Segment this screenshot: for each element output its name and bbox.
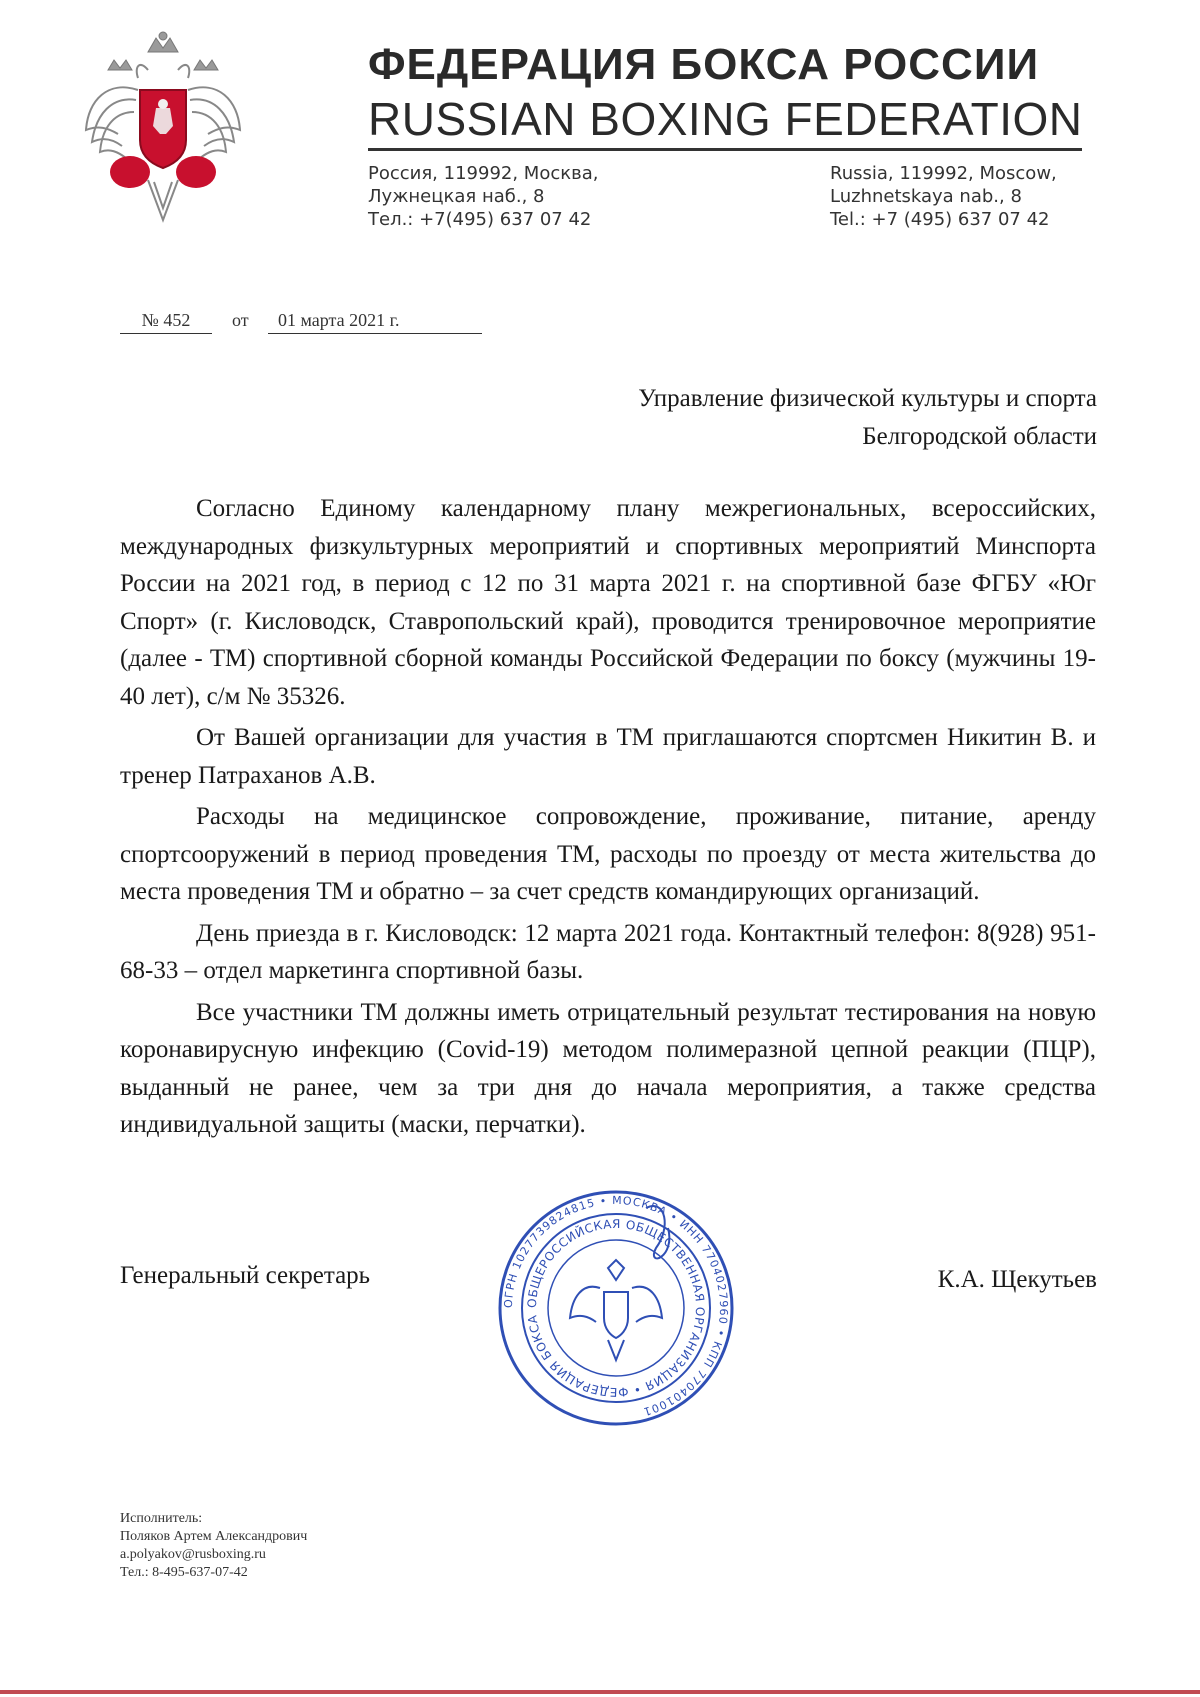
federation-emblem — [78, 30, 248, 230]
body-paragraph: Согласно Единому календарному плану межрегиональных, всероссийских, международных физкультурных мероприятий и спортивных мероприятий Минспорта России на 2021 год, в период с 12 по 31 марта 2021 г. на спортивной базе ФГБУ «Юг Спорт» (г. Кисловодск, Ставропольский край), проводится тренировочное мероприятие (далее - ТМ) спортивной сборной команды Российской Федерации по боксу (мужчины 19-40 лет), с/м № 35326. — [120, 495, 1096, 710]
body-paragraph: Расходы на медицинское сопровождение, проживание, питание, аренду спортсооружений в период проведения ТМ, расходы по проезду от места жительства до места проведения ТМ и обратно – за счет средств командирующих организаций. — [120, 803, 1096, 905]
address-en-line: Russia, 119992, Moscow, — [830, 163, 1057, 184]
addressee-line: Управление физической культуры и спорта — [638, 385, 1097, 412]
executor-block — [120, 1510, 307, 1582]
address-ru-line: Лужнецкая наб., 8 — [368, 186, 545, 207]
organization-name-ru: ФЕДЕРАЦИЯ БОКСА РОССИИ — [368, 40, 1040, 89]
address-ru-line: Тел.: +7(495) 637 07 42 — [368, 209, 592, 230]
date-from-label: от — [232, 310, 249, 330]
signatory-title: Генеральный секретарь — [120, 1262, 371, 1289]
address-en — [830, 162, 1057, 231]
addressee — [638, 380, 1097, 456]
executor-email: a.polyakov@rusboxing.ru — [120, 1547, 266, 1562]
address-en-line: Tel.: +7 (495) 637 07 42 — [830, 209, 1050, 230]
address-en-line: Luzhnetskaya nab., 8 — [830, 186, 1022, 207]
executor-name: Поляков Артем Александрович — [120, 1529, 308, 1544]
header-divider — [368, 148, 1082, 151]
address-ru-line: Россия, 119992, Москва, — [368, 163, 599, 184]
executor-phone: Тел.: 8-495-637-07-42 — [120, 1565, 248, 1580]
body-paragraph: День приезда в г. Кисловодск: 12 марта 2021 года. Контактный телефон: 8(928) 951-68-33 – отдел маркетинга спортивной базы. — [120, 919, 1096, 984]
body-paragraph: От Вашей организации для участия в ТМ приглашаются спортсмен Никитин В. и тренер Патраханов А.В. — [120, 724, 1096, 789]
address-ru — [368, 162, 598, 231]
addressee-line: Белгородской области — [862, 423, 1097, 450]
svg-text:ОГРН 1027739824815 • МОСКВА •: ОГРН 1027739824815 • МОСКВА • ИНН 7704027960 • КПП 770401001 — [501, 1193, 731, 1419]
letter-body — [120, 490, 1096, 1144]
executor-label: Исполнитель: — [120, 1511, 203, 1526]
official-seal — [496, 1188, 736, 1428]
signatory-name: К.А. Щекутьев — [937, 1266, 1097, 1293]
letter-number: № 452 — [120, 310, 212, 334]
letter-date: 01 марта 2021 г. — [268, 310, 482, 334]
page-bottom-edge — [0, 1690, 1200, 1694]
body-paragraph: Все участники ТМ должны иметь отрицательный результат тестирования на новую коронавирусную инфекцию (Covid-19) методом полимеразной цепной реакции (ПЦР), выданный не ранее, чем за три дня до начала мероприятия, а также средства индивидуальной защиты (маски, перчатки). — [120, 998, 1096, 1138]
organization-name-en: RUSSIAN BOXING FEDERATION — [368, 93, 1083, 145]
svg-text:ОБЩЕРОССИЙСКАЯ ОБЩЕСТВЕННАЯ ОР: ОБЩЕРОССИЙСКАЯ ОБЩЕСТВЕННАЯ ОРГАНИЗАЦИЯ • ФЕДЕРАЦИЯ БОКСА — [524, 1216, 708, 1400]
